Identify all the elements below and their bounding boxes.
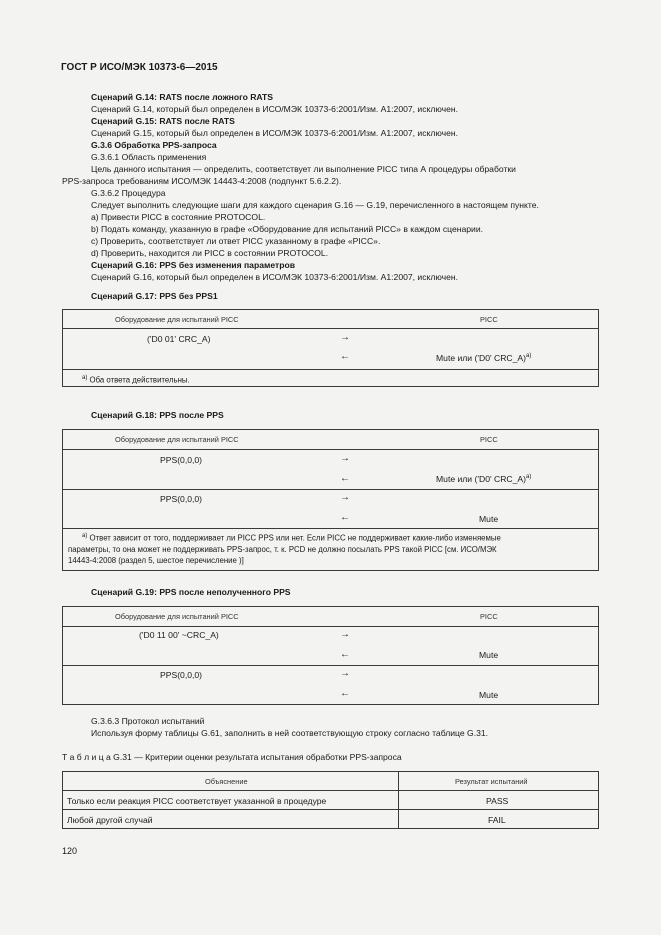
table-g31-r2-result: FAIL <box>488 815 506 825</box>
arrow-right-icon: → <box>340 668 350 679</box>
table-g31-r1-result: PASS <box>486 796 509 806</box>
table-g19-header-rule <box>62 626 599 627</box>
table-g18-footnote: $^{a)}$ Ответ зависит от того, поддерживает ли PICC PPS или нет. Если PICC не поддерживает какие-либо изменяемые параметры, то она может не поддерживать PPS-запрос, т. к. PCD не должно посылать PPS такой PICC [см. ИСО/МЭК 14443-4:2008 (раздел 5, шестое перечисление )] <box>68 533 501 565</box>
table-g17-resp-1: Mute или ('D0' CRC_A)$^{a)}$ <box>436 353 532 363</box>
arrow-left-icon: ← <box>340 473 350 484</box>
scenario-g16-title: Сценарий G.16: PPS без изменения параметров <box>91 260 295 270</box>
arrow-left-icon: ← <box>340 649 350 660</box>
scenario-g14-title: Сценарий G.14: RATS после ложного RATS <box>91 92 273 102</box>
procedure-intro: Следует выполнить следующие шаги для каждого сценария G.16 — G.19, перечисленного в настоящем пункте. <box>91 200 539 210</box>
arrow-left-icon: ← <box>340 688 350 699</box>
table-g31-header-rule <box>62 790 599 791</box>
table-g18-col-equipment: Оборудование для испытаний PICC <box>115 435 239 444</box>
table-g19-resp-1: Mute <box>479 650 499 660</box>
table-g18-resp-2: Mute <box>479 514 499 524</box>
table-g31-col-rule <box>398 771 399 829</box>
purpose-text-1: Цель данного испытания — определить, соответствует ли выполнение PICC типа А процедуры обработки <box>91 164 516 174</box>
table-g31-caption: Т а б л и ц а G.31 — Критерии оценки результата испытания обработки PPS-запроса <box>62 752 402 762</box>
table-g19-col-equipment: Оборудование для испытаний PICC <box>115 612 239 621</box>
section-g362-title: G.3.6.2 Процедура <box>91 188 166 198</box>
table-g19-cmd-1: ('D0 11 00' ~CRC_A) <box>139 630 219 640</box>
section-g361-title: G.3.6.1 Область применения <box>91 152 207 162</box>
procedure-step-d: d) Проверить, находится ли PICC в состоянии PROTOCOL. <box>91 248 329 258</box>
scenario-g15-title: Сценарий G.15: RATS после RATS <box>91 116 235 126</box>
table-g31-r2-explanation: Любой другой случай <box>67 815 153 825</box>
procedure-step-b: b) Подать команду, указанную в графе «Оборудование для испытаний PICC» в каждом сценарии. <box>91 224 484 234</box>
table-g18-note-rule <box>62 528 599 529</box>
table-g31-row-rule <box>62 809 599 810</box>
scenario-g19-title: Сценарий G.19: PPS после неполученного PPS <box>91 587 291 597</box>
document-header: ГОСТ Р ИСО/МЭК 10373-6—2015 <box>61 62 218 73</box>
arrow-right-icon: → <box>340 332 350 343</box>
scenario-g17-title: Сценарий G.17: PPS без PPS1 <box>91 291 218 301</box>
arrow-left-icon: ← <box>340 512 350 523</box>
table-g17-col-equipment: Оборудование для испытаний PICC <box>115 315 239 324</box>
table-g17-note-rule <box>62 369 599 370</box>
scenario-g16-text: Сценарий G.16, который был определен в ИСО/МЭК 10373-6:2001/Изм. А1:2007, исключен. <box>91 272 459 282</box>
page-number: 120 <box>62 846 78 856</box>
table-g19-resp-2: Mute <box>479 690 499 700</box>
report-text: Используя форму таблицы G.61, заполнить в ней соответствующую строку согласно таблице G.31. <box>91 728 489 738</box>
arrow-right-icon: → <box>340 492 350 503</box>
scenario-g14-text: Сценарий G.14, который был определен в ИСО/МЭК 10373-6:2001/Изм. А1:2007, исключен. <box>91 104 459 114</box>
table-g18-row-rule <box>62 489 599 490</box>
table-g17-cmd-1: ('D0 01' CRC_A) <box>147 334 211 344</box>
table-g18-cmd-1: PPS(0,0,0) <box>160 455 203 465</box>
procedure-step-a: a) Привести PICC в состояние PROTOCOL. <box>91 212 266 222</box>
scenario-g15-text: Сценарий G.15, который был определен в ИСО/МЭК 10373-6:2001/Изм. А1:2007, исключен. <box>91 128 459 138</box>
table-g19-cmd-2: PPS(0,0,0) <box>160 670 203 680</box>
table-g31-col-result: Результат испытаний <box>455 777 528 786</box>
table-g31-r1-explanation: Только если реакция PICC соответствует указанной в процедуре <box>67 796 327 806</box>
scenario-g18-title: Сценарий G.18: PPS после PPS <box>91 410 224 420</box>
table-g18-cmd-2: PPS(0,0,0) <box>160 494 203 504</box>
table-g19-row-rule <box>62 665 599 666</box>
table-g31-col-explanation: Объяснение <box>205 777 248 786</box>
table-g18-header-rule <box>62 449 599 450</box>
table-g18-resp-1: Mute или ('D0' CRC_A)$^{a)}$ <box>436 474 532 484</box>
arrow-right-icon: → <box>340 453 350 464</box>
arrow-right-icon: → <box>340 629 350 640</box>
section-g36-title: G.3.6 Обработка PPS-запроса <box>91 140 217 150</box>
section-g363-title: G.3.6.3 Протокол испытаний <box>91 716 205 726</box>
table-g18-col-picc: PICC <box>480 435 498 444</box>
table-g17-footnote: $^{a)}$ Оба ответа действительны. <box>82 375 190 385</box>
table-g17-header-rule <box>62 328 599 329</box>
table-g17-col-picc: PICC <box>480 315 498 324</box>
procedure-step-c: c) Проверить, соответствует ли ответ PICC указанному в графе «PICC». <box>91 236 381 246</box>
table-g19-col-picc: PICC <box>480 612 498 621</box>
arrow-left-icon: ← <box>340 351 350 362</box>
purpose-text-2: PPS-запроса требованиям ИСО/МЭК 14443-4:2008 (подпункт 5.6.2.2). <box>62 176 342 186</box>
